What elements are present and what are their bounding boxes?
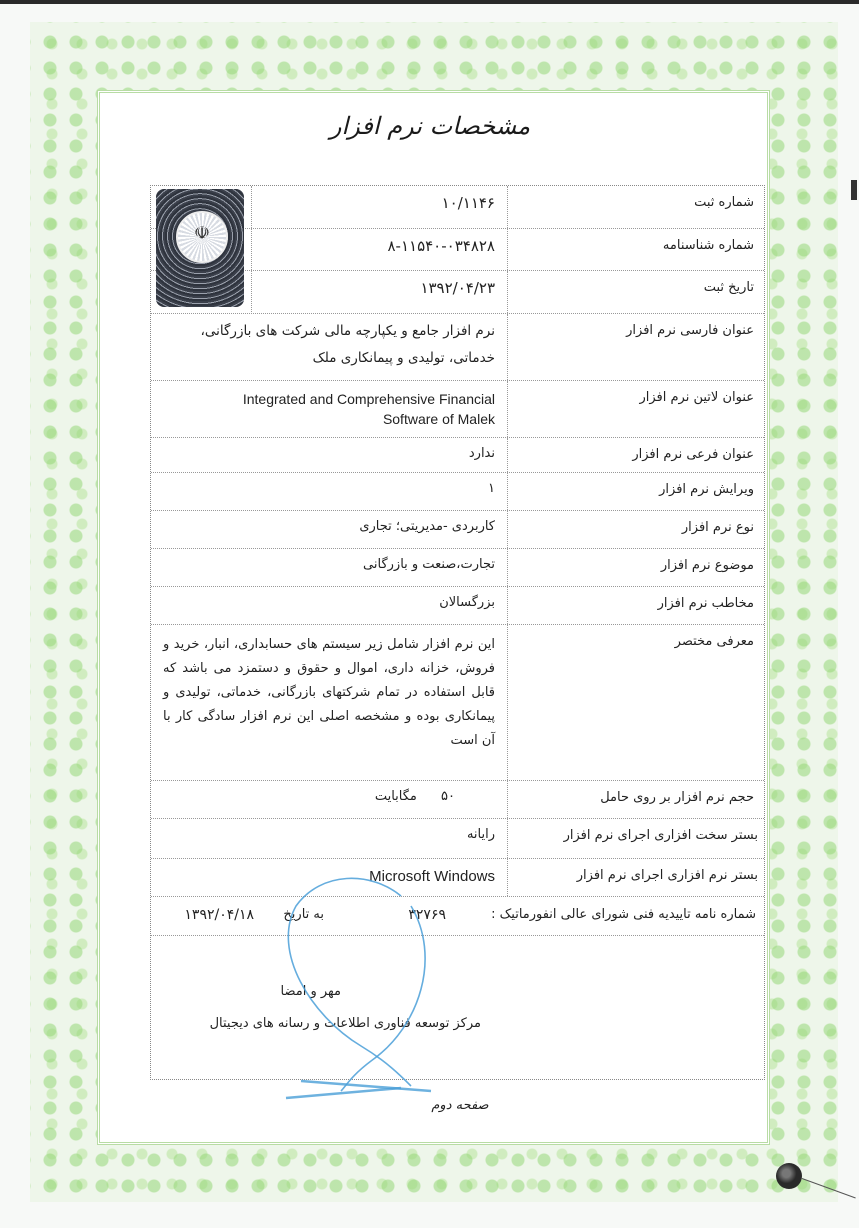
row-label: عنوان فرعی نرم افزار bbox=[507, 438, 764, 472]
approval-number: ۳۲۷۶۹ bbox=[408, 907, 446, 923]
page-footer: صفحه دوم bbox=[431, 1098, 489, 1113]
row-value: این نرم افزار شامل زیر سیستم های حسابداری، انبار، خرید و فروش، خزانه داری، اموال و حقوق و دستمزد می باشد که قابل استفاده در تمام شرکتهای بازرگانی، خدماتی، تولیدی و پیمانکاری بوده و مشخصه اصلی این نرم افزار سادگی کار با آن است bbox=[163, 637, 495, 748]
document-title: مشخصات نرم افزار bbox=[329, 112, 531, 140]
row-value bbox=[257, 271, 507, 313]
table-row-type bbox=[151, 511, 764, 549]
row-value bbox=[257, 229, 507, 270]
binding-rivet-icon bbox=[776, 1163, 802, 1189]
row-value bbox=[151, 381, 507, 437]
approval-date: ۱۳۹۲/۰۴/۱۸ bbox=[184, 907, 254, 923]
size-unit: مگابایت bbox=[374, 789, 417, 804]
row-label: مخاطب نرم افزار bbox=[507, 587, 764, 624]
row-value bbox=[151, 781, 507, 818]
row-label: معرفی مختصر bbox=[507, 625, 764, 780]
row-value: بزرگسالان bbox=[439, 595, 495, 610]
row-value: Microsoft Windows bbox=[369, 868, 495, 885]
registration-date: ۱۳۹۲/۰۴/۲۳ bbox=[420, 279, 495, 297]
row-label: نوع نرم افزار bbox=[507, 511, 764, 548]
row-label: عنوان فارسی نرم افزار bbox=[507, 314, 764, 380]
row-value: ندارد bbox=[468, 446, 495, 461]
row-label: بستر نرم افزاری اجرای نرم افزار bbox=[507, 859, 764, 896]
table-row-subject bbox=[151, 549, 764, 587]
table-row-description bbox=[151, 625, 764, 781]
id-number: ۸-۱۱۵۴۰-۰۳۴۸۲۸ bbox=[387, 237, 495, 255]
table-row-size bbox=[151, 781, 764, 819]
row-value: کاربردی -مدیریتی؛ تجاری bbox=[359, 519, 495, 534]
issuing-organization: مرکز توسعه فناوری اطلاعات و رسانه های دیجیتال bbox=[209, 1016, 481, 1031]
row-value bbox=[257, 186, 507, 228]
row-value: رایانه bbox=[466, 827, 495, 842]
seal-hologram-icon bbox=[156, 189, 244, 307]
table-row-hardware bbox=[151, 819, 764, 859]
row-label: ویرایش نرم افزار bbox=[507, 473, 764, 510]
column-divider bbox=[251, 186, 253, 314]
signature-label: مهر و امضا bbox=[280, 984, 341, 999]
size-value: ۵۰ bbox=[441, 789, 455, 804]
row-value: ۱ bbox=[488, 481, 495, 496]
row-label: بستر سخت افزاری اجرای نرم افزار bbox=[507, 819, 764, 858]
registration-number: ۱۰/۱۱۴۶ bbox=[441, 194, 495, 212]
row-label: شماره شناسنامه bbox=[507, 229, 764, 270]
approval-label: شماره نامه تاییدیه فنی شورای عالی انفورماتیک : bbox=[491, 907, 756, 922]
specifications-table bbox=[150, 185, 765, 1080]
table-row-persian-title bbox=[151, 314, 764, 381]
approval-line bbox=[151, 897, 764, 936]
row-label: تاریخ ثبت bbox=[507, 271, 764, 313]
approval-date-label: به تاریخ bbox=[283, 907, 324, 922]
table-row-version bbox=[151, 473, 764, 511]
table-row-subtitle bbox=[151, 438, 764, 473]
row-value: تجارت،صنعت و بازرگانی bbox=[363, 557, 495, 572]
table-row-latin-title bbox=[151, 381, 764, 438]
row-label: شماره ثبت bbox=[507, 186, 764, 228]
row-label: موضوع نرم افزار bbox=[507, 549, 764, 586]
hologram-emblem: ☫ bbox=[176, 211, 228, 263]
table-row-audience bbox=[151, 587, 764, 625]
scan-top-edge bbox=[0, 0, 859, 4]
latin-title: Integrated and Comprehensive Financial Software of Malek bbox=[242, 391, 495, 427]
row-label: عنوان لاتین نرم افزار bbox=[507, 381, 764, 437]
table-row-software-platform bbox=[151, 859, 764, 897]
row-value: نرم افزار جامع و یکپارچه مالی شرکت های بازرگانی، خدماتی، تولیدی و پیمانکاری ملک bbox=[200, 323, 495, 366]
signature-area bbox=[151, 936, 764, 1079]
row-label: حجم نرم افزار بر روی حامل bbox=[507, 781, 764, 818]
scan-edge-mark bbox=[851, 180, 857, 200]
